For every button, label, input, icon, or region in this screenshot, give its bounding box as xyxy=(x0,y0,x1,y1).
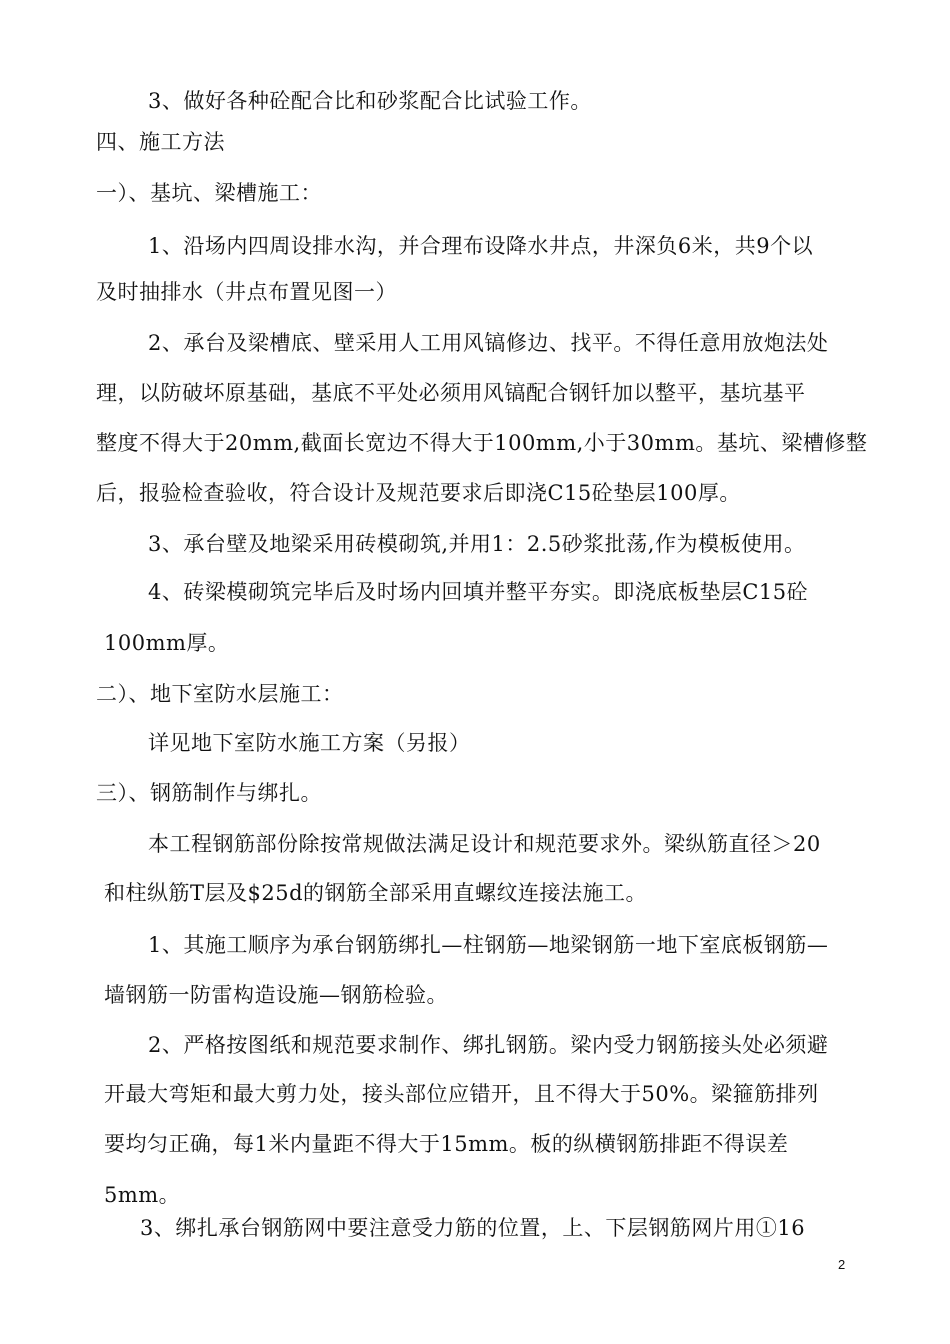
text-line: 1、其施工顺序为承台钢筋绑扎—柱钢筋—地梁钢筋一地下室底板钢筋— xyxy=(148,933,829,957)
text-line: 理，以防破坏原基础，基底不平处必须用风镐配合钢钎加以整平，基坑基平 xyxy=(96,381,806,405)
text-line: 本工程钢筋部份除按常规做法满足设计和规范要求外。梁纵筋直径＞20 xyxy=(148,832,821,856)
text-line: 要均匀正确，每1米内量距不得大于15mm。板的纵横钢筋排距不得误差 xyxy=(104,1132,789,1156)
text-line: 3、绑扎承台钢筋网中要注意受力筋的位置，上、下层钢筋网片用①16 xyxy=(140,1216,806,1240)
section-heading: 四、施工方法 xyxy=(96,130,225,154)
text-line: 2、承台及梁槽底、壁采用人工用风镐修边、找平。不得任意用放炮法处 xyxy=(148,331,829,355)
text-line: 5mm。 xyxy=(104,1183,181,1207)
text-line: 墙钢筋一防雷构造设施—钢筋检验。 xyxy=(104,983,448,1007)
text-line: 后，报验检查验收，符合设计及规范要求后即浇C15砼垫层100厚。 xyxy=(96,481,741,505)
text-line: 及时抽排水（井点布置见图一） xyxy=(96,280,397,304)
text-line: 100mm厚。 xyxy=(104,631,230,655)
text-line: 1、沿场内四周设排水沟，并合理布设降水井点，井深负6米，共9个以 xyxy=(148,234,814,258)
text-line: 3、承台壁及地梁采用砖模砌筑,并用1：2.5砂浆批荡,作为模板使用。 xyxy=(148,532,806,556)
text-line: 整度不得大于20mm,截面长宽边不得大于100mm,小于30mm。基坑、梁槽修整 xyxy=(96,431,868,455)
text-line: 详见地下室防水施工方案（另报） xyxy=(148,731,471,755)
text-line: 4、砖梁模砌筑完毕后及时场内回填并整平夯实。即浇底板垫层C15砼 xyxy=(148,580,809,604)
page-number: 2 xyxy=(838,1257,846,1272)
text-line: 3、做好各种砼配合比和砂浆配合比试验工作。 xyxy=(148,89,592,113)
text-line: 2、严格按图纸和规范要求制作、绑扎钢筋。梁内受力钢筋接头处必须避 xyxy=(148,1033,829,1057)
text-line: 开最大弯矩和最大剪力处，接头部位应错开，且不得大于50%。梁箍筋排列 xyxy=(104,1082,819,1106)
subsection-heading: 一）、基坑、梁槽施工： xyxy=(96,181,322,205)
text-line: 和柱纵筋T层及$25d的钢筋全部采用直螺纹连接法施工。 xyxy=(104,881,648,905)
subsection-heading: 三）、钢筋制作与绑扎。 xyxy=(96,781,322,805)
subsection-heading: 二）、地下室防水层施工： xyxy=(96,682,344,706)
